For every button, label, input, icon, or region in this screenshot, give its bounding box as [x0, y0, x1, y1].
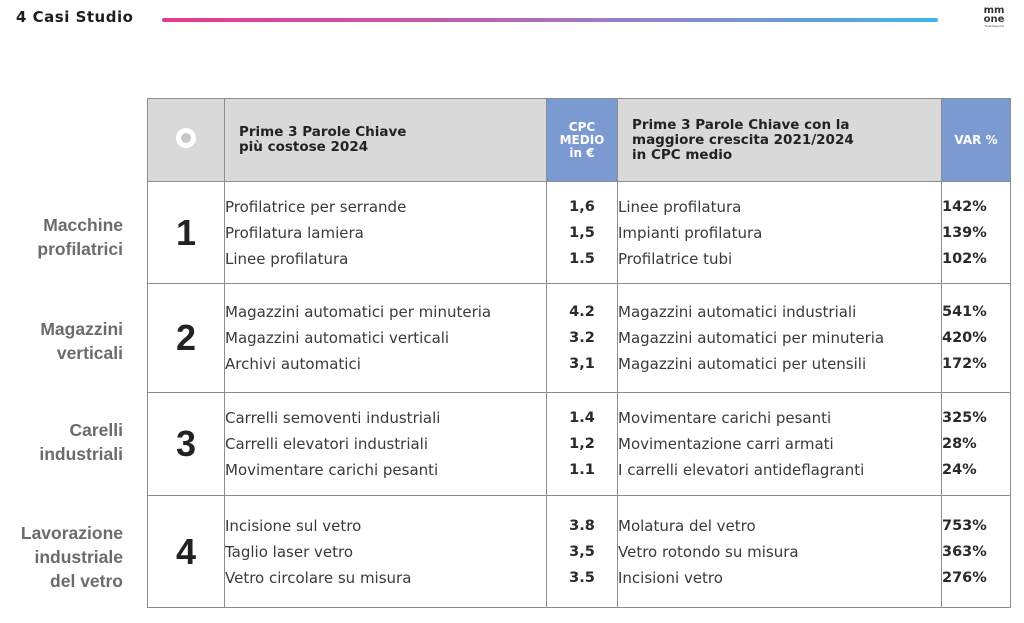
row-label-3: Carelli industriali [39, 420, 123, 464]
costly-keywords: Profilatrice per serrande Profilatura lamiera Linee profilatura [225, 182, 547, 284]
costly-keywords: Magazzini automatici per minuteria Magazzini automatici verticali Archivi automatici [225, 284, 547, 393]
title-divider [162, 18, 938, 22]
row-number: 4 [148, 496, 225, 608]
var-values: 753% 363% 276% [942, 496, 1011, 608]
var-values: 541% 420% 172% [942, 284, 1011, 393]
table-row [148, 284, 1011, 393]
logo-tagline: Trust beyond [984, 24, 1004, 28]
eye-icon [176, 128, 196, 148]
cpc-values: 1,6 1,5 1.5 [547, 182, 618, 284]
row-label-1: Macchine profilatrici [37, 215, 123, 259]
cpc-values: 3.8 3,5 3.5 [547, 496, 618, 608]
var-values: 142% 139% 102% [942, 182, 1011, 284]
header-growth-keywords: Prime 3 Parole Chiave con la maggiore crescita 2021/2024 in CPC medio [618, 99, 942, 182]
cpc-values: 4.2 3.2 3,1 [547, 284, 618, 393]
row-label-4: Lavorazione industriale del vetro [20, 523, 123, 591]
costly-keywords: Incisione sul vetro Taglio laser vetro Vetro circolare su misura [225, 496, 547, 608]
costly-keywords: Carrelli semoventi industriali Carrelli elevatori industriali Movimentare carichi pesanti [225, 393, 547, 496]
logo-bottom: one [983, 14, 1005, 25]
cpc-values: 1.4 1,2 1.1 [547, 393, 618, 496]
growth-keywords: Molatura del vetro Vetro rotondo su misura Incisioni vetro [618, 496, 942, 608]
growth-keywords: Linee profilatura Impianti profilatura Profilatrice tubi [618, 182, 942, 284]
table-header-row [148, 99, 1011, 182]
var-values: 325% 28% 24% [942, 393, 1011, 496]
header-cpc: CPC MEDIO in € [547, 99, 618, 182]
row-label-2: Magazzini verticali [40, 319, 123, 363]
page-title: 4 Casi Studio [16, 8, 134, 26]
logo-top: mm [983, 5, 1005, 16]
case-study-table [147, 98, 1011, 608]
brand-logo [978, 6, 1010, 36]
row-number: 3 [148, 393, 225, 496]
table-row [148, 182, 1011, 284]
table-row [148, 496, 1011, 608]
growth-keywords: Movimentare carichi pesanti Movimentazione carri armati I carrelli elevatori antideflagranti [618, 393, 942, 496]
header-costly-keywords: Prime 3 Parole Chiave più costose 2024 [225, 99, 547, 182]
header-var: VAR % [942, 99, 1011, 182]
growth-keywords: Magazzini automatici industriali Magazzini automatici per minuteria Magazzini automatici per utensili [618, 284, 942, 393]
table-row [148, 393, 1011, 496]
header-icon-cell [148, 99, 225, 182]
row-number: 2 [148, 284, 225, 393]
row-number: 1 [148, 182, 225, 284]
